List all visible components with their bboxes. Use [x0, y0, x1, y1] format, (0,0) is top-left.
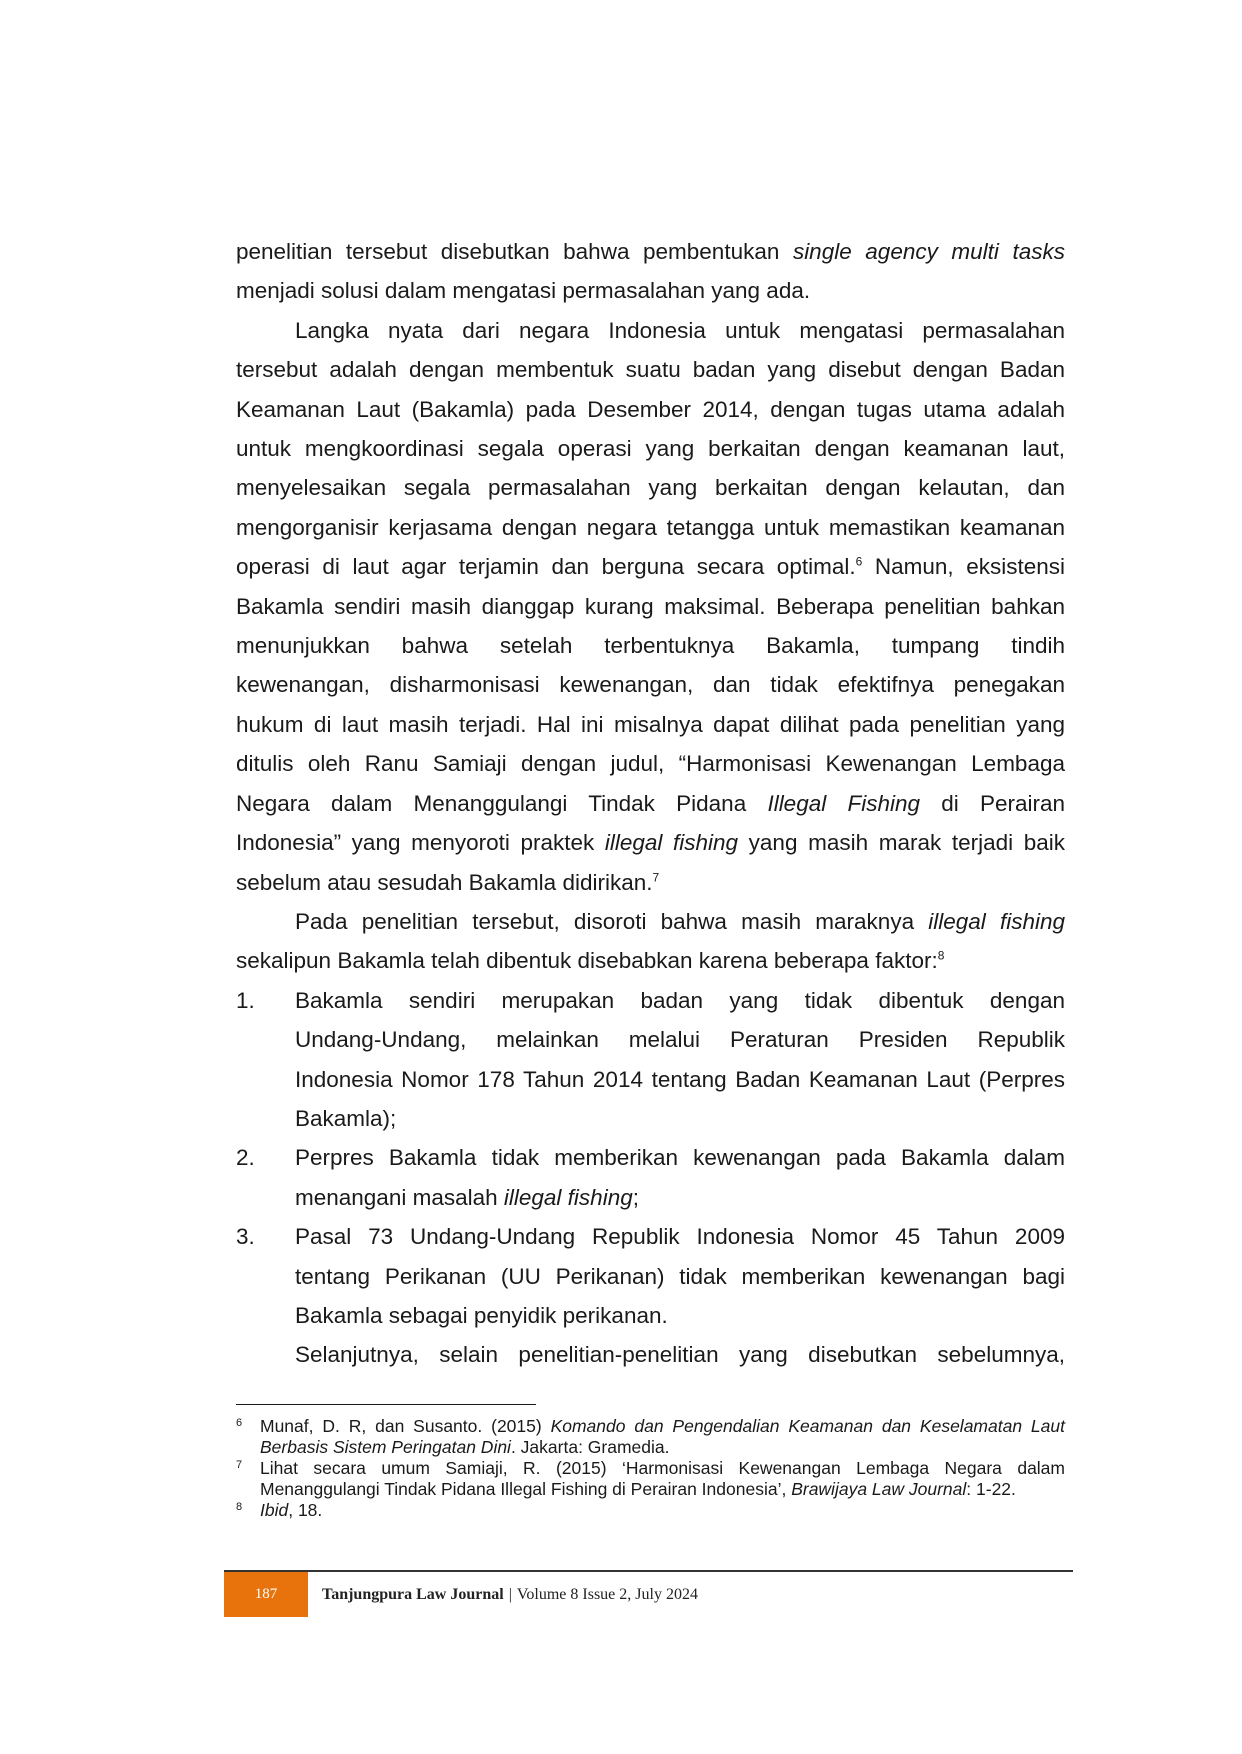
paragraph-3-line	[236, 902, 1065, 941]
list-item-continuation	[236, 1178, 1065, 1217]
text-run: yang masih marak terjadi baik	[738, 830, 1065, 856]
italic-title: Brawijaya Law Journal	[791, 1478, 967, 1499]
text-run: Munaf, D. R, dan Susanto. (2015)	[260, 1416, 551, 1436]
text-run: Pada penelitian tersebut, disoroti bahwa masih maraknya	[295, 908, 929, 934]
journal-issue: Volume 8 Issue 2, July 2024	[516, 1586, 698, 1603]
text-run: menangani masalah	[295, 1184, 504, 1210]
list-item	[236, 981, 1065, 1020]
paragraph-2-line	[236, 784, 1065, 823]
italic-term: illegal fishing	[503, 1184, 633, 1210]
text-run: Indonesia” yang menyoroti praktek	[236, 830, 605, 856]
paragraph-2-line: Bakamla sendiri masih dianggap kurang maksimal. Beberapa penelitian bahkan	[236, 593, 1065, 619]
list-item-continuation	[236, 1296, 1065, 1335]
list-line: Bakamla);	[295, 1105, 397, 1131]
list-item	[236, 1138, 1065, 1177]
text-run: sekalipun Bakamla telah dibentuk disebabkan karena beberapa faktor:	[236, 948, 938, 974]
paragraph-2-line: menunjukkan bahwa setelah terbentuknya Bakamla, tumpang tindih	[236, 633, 1065, 659]
paragraph-1-line-1	[236, 232, 1065, 271]
text-run: , 18.	[288, 1500, 323, 1520]
italic-term: Illegal Fishing	[767, 790, 920, 816]
list-line: Pasal 73 Undang-Undang Republik Indonesia Nomor 45 Tahun 2009	[295, 1224, 1065, 1250]
list-item	[236, 1217, 1065, 1256]
list-line: Bakamla sebagai penyidik perikanan.	[295, 1302, 668, 1328]
paragraph-2-line	[236, 547, 1065, 586]
paragraph-2-line	[236, 823, 1065, 862]
list-item-continuation	[236, 1099, 1065, 1138]
text-run: . Jakarta: Gramedia.	[510, 1436, 670, 1457]
text-run: Namun, eksistensi	[862, 554, 1065, 580]
paragraph-2-line: menyelesaikan segala permasalahan yang berkaitan dengan kelautan, dan	[236, 475, 1065, 501]
page-number: 187	[254, 1586, 278, 1602]
text-run: : 1-22.	[966, 1478, 1016, 1499]
paragraph-2-line: ditulis oleh Ranu Samiaji dengan judul, “Harmonisasi Kewenangan Lembaga	[236, 751, 1065, 777]
paragraph-2-line: Langka nyata dari negara Indonesia untuk mengatasi permasalahan	[295, 317, 1065, 343]
paragraph-3-line	[236, 941, 1065, 980]
text-run: operasi di laut agar terjamin dan berguna secara optimal.	[236, 554, 856, 580]
text-run: di Perairan	[919, 790, 1065, 816]
footnote-ref-8[interactable]: 8	[937, 948, 945, 963]
italic-term: illegal fishing	[928, 908, 1066, 934]
italic-title: Komando dan Pengendalian Keamanan dan Keselamatan Laut Berbasis Sistem Peringatan Dini	[260, 1416, 1065, 1457]
footnote-8	[236, 1500, 1065, 1521]
page-number-badge	[224, 1572, 308, 1617]
text-run: penelitian tersebut disebutkan bahwa pembentukan	[236, 239, 793, 264]
italic-term: single agency multi tasks	[792, 239, 1065, 264]
journal-info	[322, 1572, 698, 1617]
list-number: 3.	[236, 1224, 255, 1250]
list-line: tentang Perikanan (UU Perikanan) tidak memberikan kewenangan bagi	[295, 1263, 1065, 1289]
paragraph-1-line-2: menjadi solusi dalam mengatasi permasalahan yang ada.	[236, 278, 811, 304]
italic-term: illegal fishing	[604, 830, 739, 856]
article-body	[236, 232, 1065, 1375]
paragraph-2-line: tersebut adalah dengan membentuk suatu badan yang disebut dengan Badan	[236, 357, 1065, 383]
paragraph-2-line: hukum di laut masih terjadi. Hal ini misalnya dapat dilihat pada penelitian yang	[236, 711, 1065, 737]
paragraph-2-line: untuk mengkoordinasi segala operasi yang berkaitan dengan keamanan laut,	[236, 436, 1065, 462]
list-number: 2.	[236, 1145, 255, 1171]
list-item-continuation	[236, 1257, 1065, 1296]
journal-name: Tanjungpura Law Journal	[322, 1586, 504, 1603]
footnotes	[236, 1416, 1065, 1522]
factor-list	[236, 981, 1065, 1336]
list-item-continuation	[236, 1020, 1065, 1059]
separator: |	[508, 1586, 512, 1603]
text-run: Negara dalam Menanggulangi Tindak Pidana	[236, 790, 768, 816]
list-line: Perpres Bakamla tidak memberikan kewenangan pada Bakamla dalam	[295, 1145, 1065, 1171]
text-run: sebelum atau sesudah Bakamla didirikan.	[236, 869, 653, 895]
text-run: ;	[632, 1184, 639, 1210]
list-item-continuation	[236, 1060, 1065, 1099]
paragraph-2-line: mengorganisir kerjasama dengan negara tetangga untuk memastikan keamanan	[236, 514, 1065, 540]
paragraph-4-line: Selanjutnya, selain penelitian-penelitian yang disebutkan sebelumnya,	[295, 1342, 1065, 1368]
list-line: Undang-Undang, melainkan melalui Peraturan Presiden Republik	[295, 1027, 1065, 1053]
list-number: 1.	[236, 987, 255, 1013]
footnote-number: 6	[236, 1417, 243, 1429]
paragraph-2-line: kewenangan, disharmonisasi kewenangan, dan tidak efektifnya penegakan	[236, 672, 1065, 698]
footnote-number: 7	[236, 1459, 243, 1471]
footnote-7	[236, 1458, 1065, 1499]
italic-title: Ibid	[260, 1500, 289, 1520]
list-line: Bakamla sendiri merupakan badan yang tidak dibentuk dengan	[295, 987, 1065, 1013]
footnote-divider	[236, 1404, 536, 1405]
list-line: Indonesia Nomor 178 Tahun 2014 tentang Badan Keamanan Laut (Perpres	[295, 1066, 1065, 1092]
paragraph-2-line	[236, 863, 1065, 902]
footnote-ref-6[interactable]: 6	[855, 554, 863, 569]
footnote-6	[236, 1416, 1065, 1457]
text-run: Lihat secara umum Samiaji, R. (2015) ‘Harmonisasi Kewenangan Lembaga Negara dalam Menanggulangi Tindak Pidana Illegal Fishing di Perairan Indonesia’,	[260, 1458, 1065, 1499]
footnote-number: 8	[236, 1501, 243, 1513]
paragraph-2-line: Keamanan Laut (Bakamla) pada Desember 2014, dengan tugas utama adalah	[236, 396, 1065, 422]
footnote-ref-7[interactable]: 7	[652, 870, 660, 884]
